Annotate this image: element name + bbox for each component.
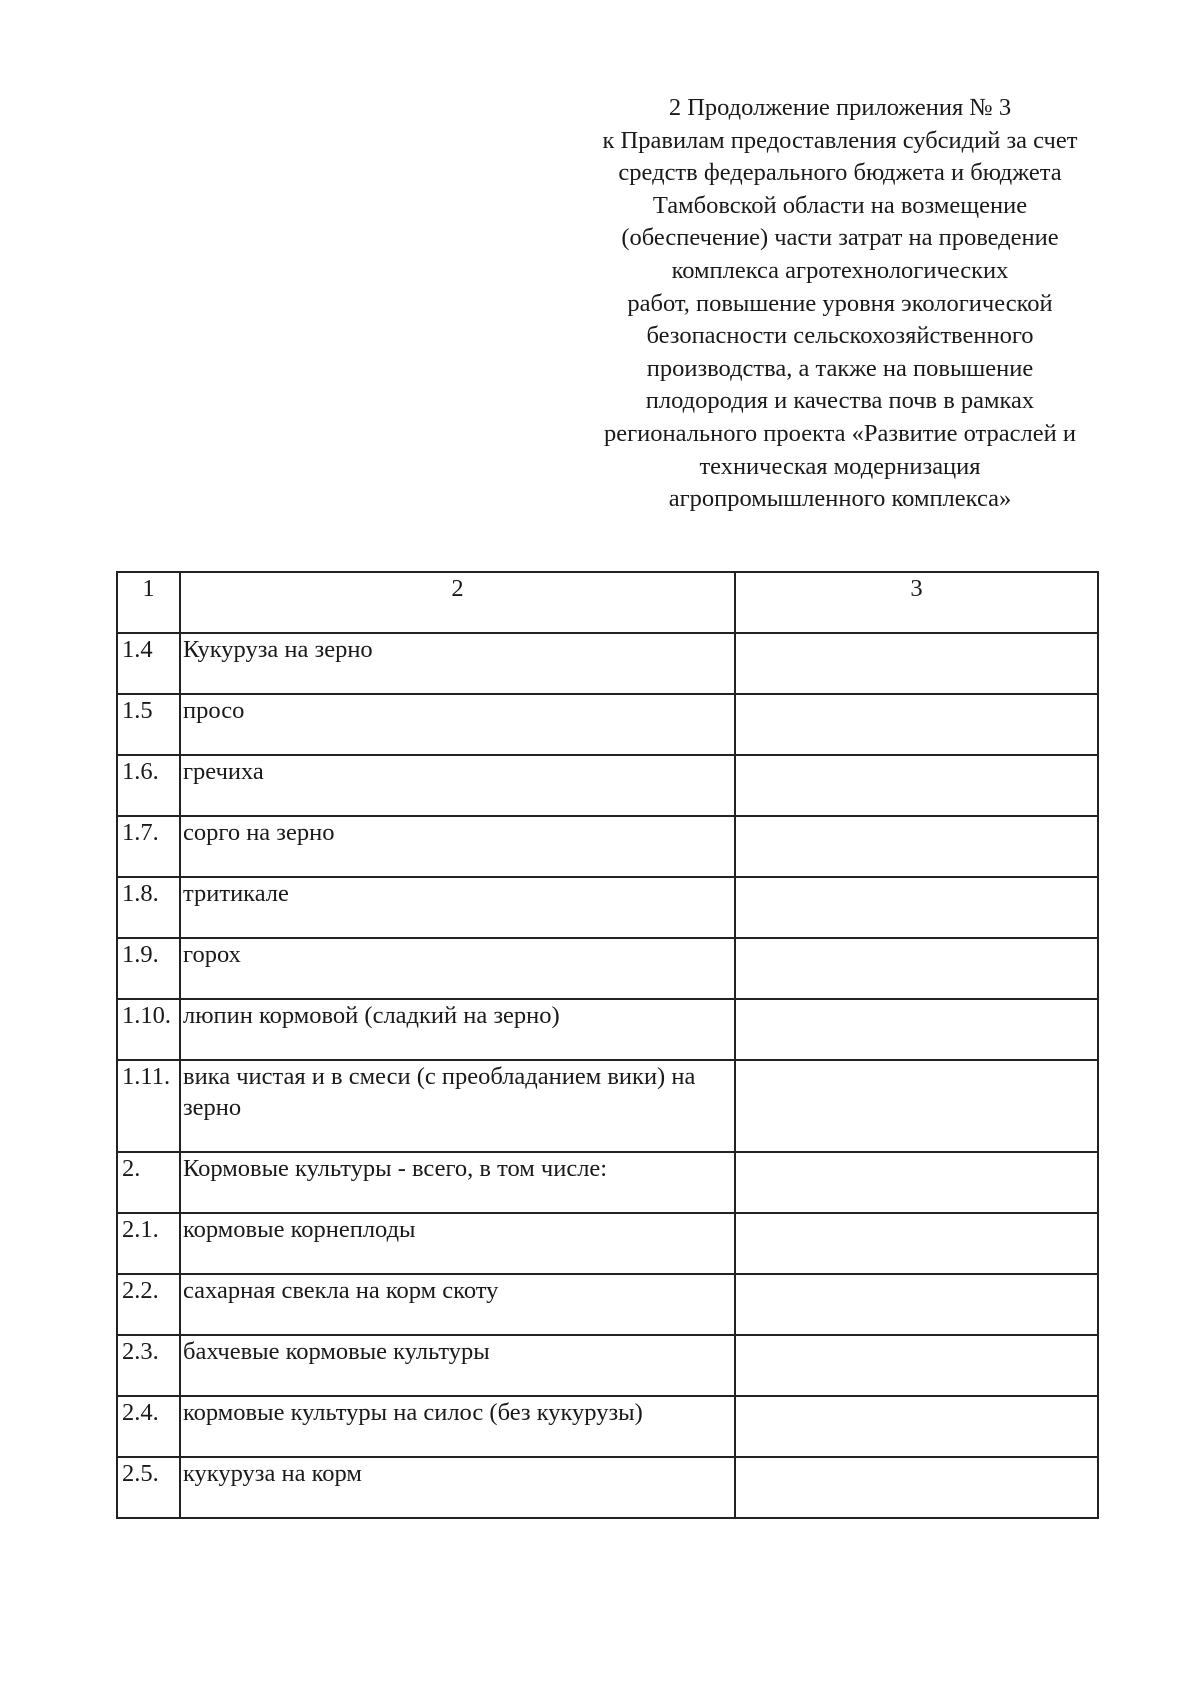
table-row bbox=[117, 1213, 1098, 1274]
crop-name-cell: кормовые культуры на силос (без кукурузы) bbox=[180, 1396, 735, 1457]
header-line: комплекса агротехнологических bbox=[671, 256, 1009, 284]
header-line: работ, повышение уровня экологической bbox=[627, 289, 1053, 317]
value-cell bbox=[735, 1060, 1098, 1152]
value-cell bbox=[735, 938, 1098, 999]
value-cell bbox=[735, 816, 1098, 877]
row-number-cell: 2.5. bbox=[117, 1457, 180, 1518]
row-number-cell: 1.7. bbox=[117, 816, 180, 877]
table-row bbox=[117, 938, 1098, 999]
crop-name-cell: кукуруза на корм bbox=[180, 1457, 735, 1518]
table-row bbox=[117, 1152, 1098, 1213]
header-line: агропромышленного комплекса» bbox=[668, 485, 1012, 513]
row-number-cell: 1.9. bbox=[117, 938, 180, 999]
row-number-cell: 2.3. bbox=[117, 1335, 180, 1396]
value-cell bbox=[735, 877, 1098, 938]
value-cell bbox=[735, 999, 1098, 1060]
crop-name-cell: Кукуруза на зерно bbox=[180, 633, 735, 694]
table-row bbox=[117, 999, 1098, 1060]
row-number-cell: 2. bbox=[117, 1152, 180, 1213]
value-cell bbox=[735, 1213, 1098, 1274]
table-row bbox=[117, 1274, 1098, 1335]
value-cell bbox=[735, 1335, 1098, 1396]
crop-name-cell: кормовые корнеплоды bbox=[180, 1213, 735, 1274]
table-row bbox=[117, 694, 1098, 755]
table-row bbox=[117, 1396, 1098, 1457]
crop-name-cell: люпин кормовой (сладкий на зерно) bbox=[180, 999, 735, 1060]
header-line: (обеспечение) части затрат на проведение bbox=[621, 224, 1059, 252]
table-header-row bbox=[117, 572, 1098, 633]
row-number-cell: 2.1. bbox=[117, 1213, 180, 1274]
value-cell bbox=[735, 1396, 1098, 1457]
row-number-cell: 1.10. bbox=[117, 999, 180, 1060]
value-cell bbox=[735, 633, 1098, 694]
crop-name-cell: сорго на зерно bbox=[180, 816, 735, 877]
table-row bbox=[117, 633, 1098, 694]
table-row bbox=[117, 877, 1098, 938]
header-line: к Правилам предоставления субсидий за счет bbox=[602, 126, 1078, 154]
table-row bbox=[117, 1457, 1098, 1518]
row-number-cell: 2.2. bbox=[117, 1274, 180, 1335]
header-line: 2 Продолжение приложения № 3 bbox=[668, 94, 1012, 121]
value-cell bbox=[735, 694, 1098, 755]
row-number-cell: 1.8. bbox=[117, 877, 180, 938]
column-header: 2 bbox=[180, 572, 735, 633]
row-number-cell: 1.4 bbox=[117, 633, 180, 694]
crop-name-cell: гречиха bbox=[180, 755, 735, 816]
table-row bbox=[117, 1060, 1098, 1152]
value-cell bbox=[735, 1152, 1098, 1213]
table-row bbox=[117, 1335, 1098, 1396]
crops-table bbox=[116, 571, 1099, 1519]
row-number-cell: 2.4. bbox=[117, 1396, 180, 1457]
header-line: безопасности сельскохозяйственного bbox=[646, 322, 1034, 350]
header-line: техническая модернизация bbox=[699, 452, 981, 480]
header-line: плодородия и качества почв в рамках bbox=[645, 387, 1035, 415]
value-cell bbox=[735, 1457, 1098, 1518]
header-line: производства, а также на повышение bbox=[646, 354, 1034, 382]
crop-name-cell: просо bbox=[180, 694, 735, 755]
header-line: Тамбовской области на возмещение bbox=[652, 191, 1028, 219]
column-header: 1 bbox=[117, 572, 180, 633]
row-number-cell: 1.11. bbox=[117, 1060, 180, 1152]
header-line: регионального проекта «Развитие отраслей и bbox=[604, 419, 1076, 447]
value-cell bbox=[735, 755, 1098, 816]
column-header: 3 bbox=[735, 572, 1098, 633]
row-number-cell: 1.5 bbox=[117, 694, 180, 755]
crop-name-cell: вика чистая и в смеси (с преобладанием вики) на зерно bbox=[180, 1060, 735, 1152]
crop-name-cell: бахчевые кормовые культуры bbox=[180, 1335, 735, 1396]
crop-name-cell: Кормовые культуры - всего, в том числе: bbox=[180, 1152, 735, 1213]
row-number-cell: 1.6. bbox=[117, 755, 180, 816]
crop-name-cell: тритикале bbox=[180, 877, 735, 938]
table-row bbox=[117, 816, 1098, 877]
header-line: средств федерального бюджета и бюджета bbox=[618, 159, 1062, 187]
crop-name-cell: сахарная свекла на корм скоту bbox=[180, 1274, 735, 1335]
table-row bbox=[117, 755, 1098, 816]
crop-name-cell: горох bbox=[180, 938, 735, 999]
appendix-header bbox=[540, 92, 1140, 516]
value-cell bbox=[735, 1274, 1098, 1335]
